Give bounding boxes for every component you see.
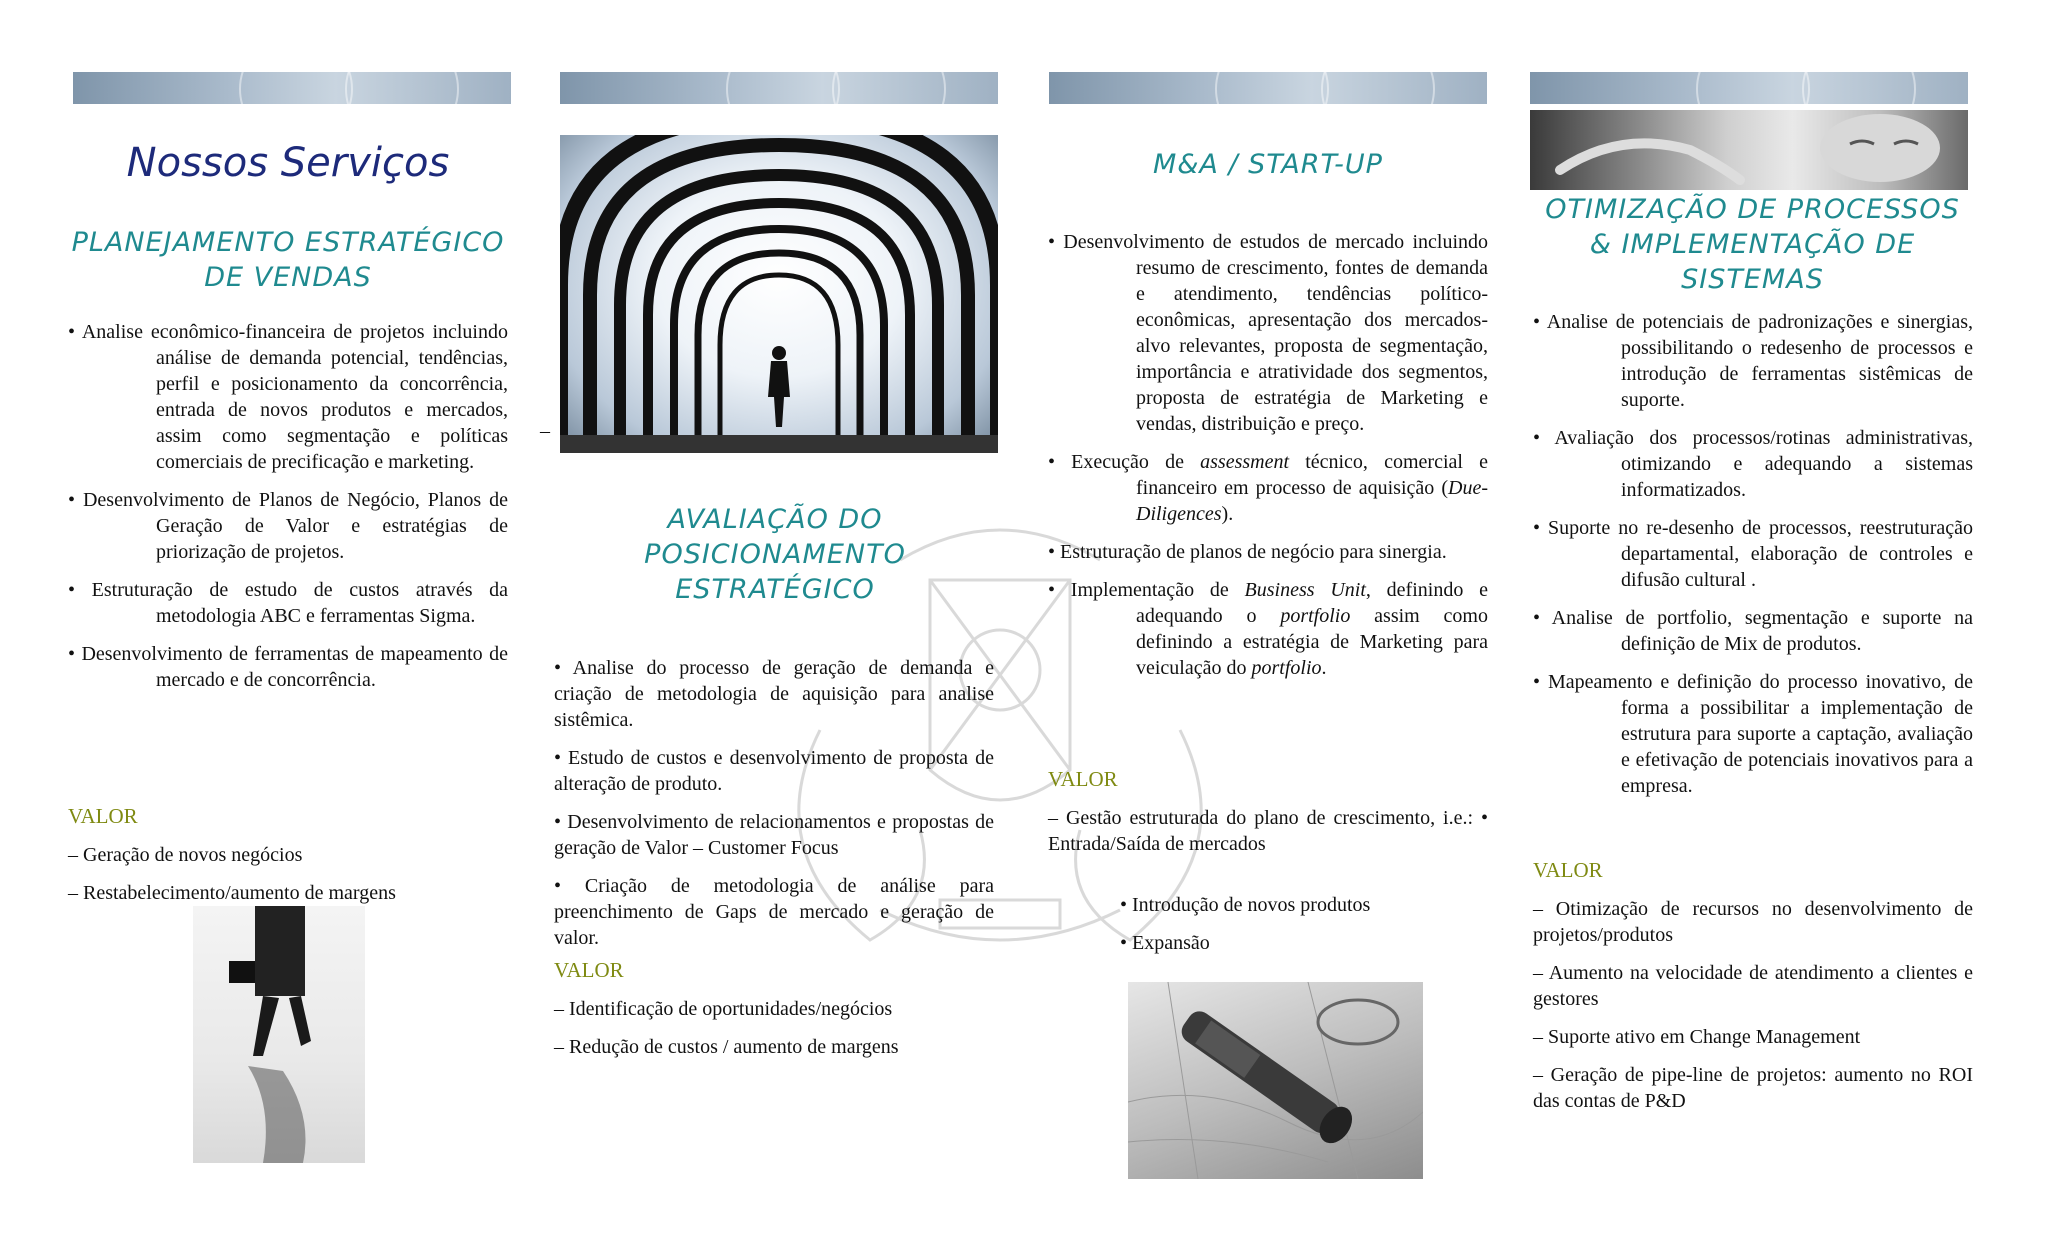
valor-list-2 <box>554 996 994 1072</box>
list-item: – Identificação de oportunidades/negócios <box>554 998 893 1020</box>
section-title-avaliacao: AVALIAÇÃO DO POSICIONAMENTO ESTRATÉGICO <box>644 504 906 605</box>
header-band-2 <box>560 72 998 104</box>
page-title: Nossos Serviços <box>126 140 450 186</box>
valor-list-3 <box>1048 805 1488 869</box>
bullets-planejamento <box>68 319 508 705</box>
list-item: • Estruturação de estudo de custos através da metodologia ABC e ferramentas Sigma. <box>68 579 508 627</box>
list-item: – Otimização de recursos no desenvolvimento de projetos/produtos <box>1533 898 1973 946</box>
section-title-ma: M&A / START-UP <box>1153 149 1383 180</box>
list-item: • Execução de assessment técnico, comercial e financeiro em processo de aquisição (Due-Diligences). <box>1048 451 1488 525</box>
telescope-icon <box>1128 982 1423 1179</box>
list-item: • Avaliação dos processos/rotinas administrativas, otimizando e adequando a sistemas informatizados. <box>1533 427 1973 501</box>
sub-item: • Introdução de novos produtos <box>1120 894 1371 916</box>
list-item: – Redução de custos / aumento de margens <box>554 1036 899 1058</box>
bullets-ma <box>1048 229 1488 693</box>
valor-label-1: VALOR <box>68 804 138 828</box>
sub-item: • Expansão <box>1120 932 1210 954</box>
walking-man-icon <box>193 906 365 1163</box>
tunnel-photo <box>560 135 998 453</box>
list-item: – Geração de pipe-line de projetos: aumento no ROI das contas de P&D <box>1533 1064 1973 1112</box>
tunnel-arches-icon <box>560 135 998 453</box>
list-item: • Criação de metodologia de análise para preenchimento de Gaps de mercado e geração de valor. <box>554 875 994 949</box>
list-item: • Desenvolvimento de relacionamentos e propostas de geração de Valor – Customer Focus <box>554 811 994 859</box>
walking-man-photo <box>193 906 365 1163</box>
stray-dash: – <box>540 420 550 442</box>
section-title-otimizacao: OTIMIZAÇÃO DE PROCESSOS & IMPLEMENTAÇÃO DE SISTEMAS <box>1545 194 1960 295</box>
list-item: • Implementação de Business Unit, definindo e adequando o portfolio assim como definindo a estratégia de Marketing para veiculação do portfolio. <box>1048 579 1489 679</box>
list-item: • Desenvolvimento de Planos de Negócio, Planos de Geração de Valor e estratégias de priorização de projetos. <box>68 489 508 563</box>
section-title-planejamento: PLANEJAMENTO ESTRATÉGICO DE VENDAS <box>71 227 505 293</box>
list-item: • Analise de portfolio, segmentação e suporte na definição de Mix de produtos. <box>1533 607 1973 655</box>
valor-list-4 <box>1533 896 1973 1126</box>
list-item: • Estudo de custos e desenvolvimento de proposta de alteração de produto. <box>554 747 994 795</box>
bullets-avaliacao <box>554 655 994 963</box>
header-band-4 <box>1530 72 1968 104</box>
list-item: • Analise de potenciais de padronizações e sinergias, possibilitando o redesenho de processos e introdução de ferramentas sistêmicas de suporte. <box>1533 311 1973 411</box>
valor-label-2: VALOR <box>554 958 624 982</box>
valor-label-3: VALOR <box>1048 767 1118 791</box>
list-item: • Suporte no re-desenho de processos, reestruturação departamental, elaboração de controles e difusão cultural . <box>1533 517 1973 591</box>
list-item: • Desenvolvimento de estudos de mercado incluindo resumo de crescimento, fontes de demanda e atendimento, tendências político-econômicas, apresentação dos mercados-alvo relevantes, proposta de segmentação, importância e atratividade dos segmentos, proposta de estratégia de Marketing e vendas, distribuição e preço. <box>1048 231 1488 435</box>
list-item: – Suporte ativo em Change Management <box>1533 1026 1861 1048</box>
list-item: • Mapeamento e definição do processo inovativo, de forma a possibilitar a implementação de estrutura para suporte a captação, avaliação e efetivação de potenciais inovativos para a empresa. <box>1533 671 1973 797</box>
list-item: – Aumento na velocidade de atendimento a clientes e gestores <box>1533 962 1973 1010</box>
list-item: – Geração de novos negócios <box>68 844 303 866</box>
list-item: • Analise econômico-financeira de projetos incluindo análise de demanda potencial, tendências, perfil e posicionamento da concorrência, entrada de novos produtos e mercados, assim como segmentação e políticas comerciais de precificação e marketing. <box>68 321 508 473</box>
hands-face-photo <box>1530 110 1968 190</box>
valor-label-4: VALOR <box>1533 858 1603 882</box>
list-item: • Analise do processo de geração de demanda e criação de metodologia de aquisição para analise sistêmica. <box>554 657 994 731</box>
bullets-otimizacao <box>1533 309 1973 811</box>
list-item: – Gestão estruturada do plano de crescimento, i.e.: • Entrada/Saída de mercados <box>1048 807 1488 855</box>
list-item: – Restabelecimento/aumento de margens <box>68 882 396 904</box>
list-item: • Estruturação de planos de negócio para sinergia. <box>1048 541 1447 563</box>
telescope-photo <box>1128 982 1423 1179</box>
header-band-3 <box>1049 72 1487 104</box>
list-item: • Desenvolvimento de ferramentas de mapeamento de mercado e de concorrência. <box>68 643 508 691</box>
hands-face-icon <box>1530 110 1968 190</box>
header-band-1 <box>73 72 511 104</box>
